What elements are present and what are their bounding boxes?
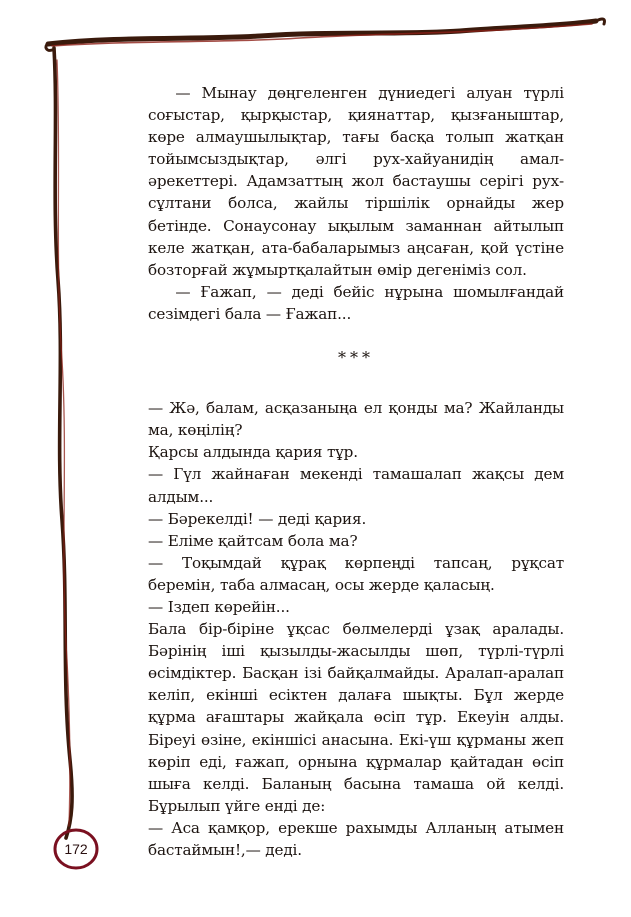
paragraph: — Аса қамқор, ерекше рахымды Алланың атымен бастаймын!,— деді.: [148, 818, 564, 859]
paragraph: — Бәрекелді! — деді қария.: [148, 509, 367, 528]
paragraph: — Іздеп көрейін...: [148, 597, 290, 616]
paragraph: — Жә, балам, асқазаныңа ел қонды ма? Жайланды ма, көңілің?: [148, 399, 564, 440]
page-number: 172: [64, 841, 88, 857]
paragraph: — Ғажап, — деді бейіс нұрына шомылғандай сезімдегі бала — Ғажап...: [148, 282, 564, 323]
frame-top-hook: [596, 19, 605, 24]
frame-top-stroke: [48, 21, 596, 44]
page-text: [148, 82, 564, 861]
paragraph: — Еліме қайтсам бола ма?: [148, 531, 358, 550]
paragraph: — Мынау дөңгеленген дүниедегі алуан түрлі соғыстар, қырқыстар, қиянаттар, қызғаныштар, көре алмаушылықтар, тағы басқа толып жатқан тойымсыздықтар, әлгі рух-хайуанидің амал-әрекеттері. Адамзаттың жол бастаушы серігі рух-сұлтани болса, жайлы тіршілік орнайды жер бетінде. Сонаусонау ықылым заманнан айтылып келе жатқан, ата-бабаларымыз аңсаған, қой үстіне бозторғай жұмыртқалайтын өмір дегеніміз сол.: [148, 84, 564, 279]
paragraph: Қарсы алдында қария тұр.: [148, 443, 358, 462]
paragraph: — Тоқымдай құрақ көрпеңді тапсаң, рұқсат беремін, таба алмасаң, осы жерде қаласың.: [148, 553, 564, 594]
paragraph: Бала бір-біріне ұқсас бөлмелерді ұзақ аралады. Бәрінің іші қызылды-жасылды шөп, түрлі-түрлі өсімдіктер. Басқан ізі байқалмайды. Аралап-аралап келіп, екінші есіктен далаға шықты. Бұл жерде құрма ағаштары жайқала өсіп тұр. Екеуін алды. Біреуі өзіне, екіншісі анасына. Екі-үш құрманы жеп көріп еді, ғажап, орнына құрмалар қайтадан өсіп шыға келді. Баланың басына тамаша ой келді. Бұрылып үйге енді де:: [148, 620, 564, 815]
paragraph: — Гүл жайнаған мекенді тамашалап жақсы дем алдым...: [148, 465, 564, 506]
section-separator: ***: [338, 348, 374, 368]
